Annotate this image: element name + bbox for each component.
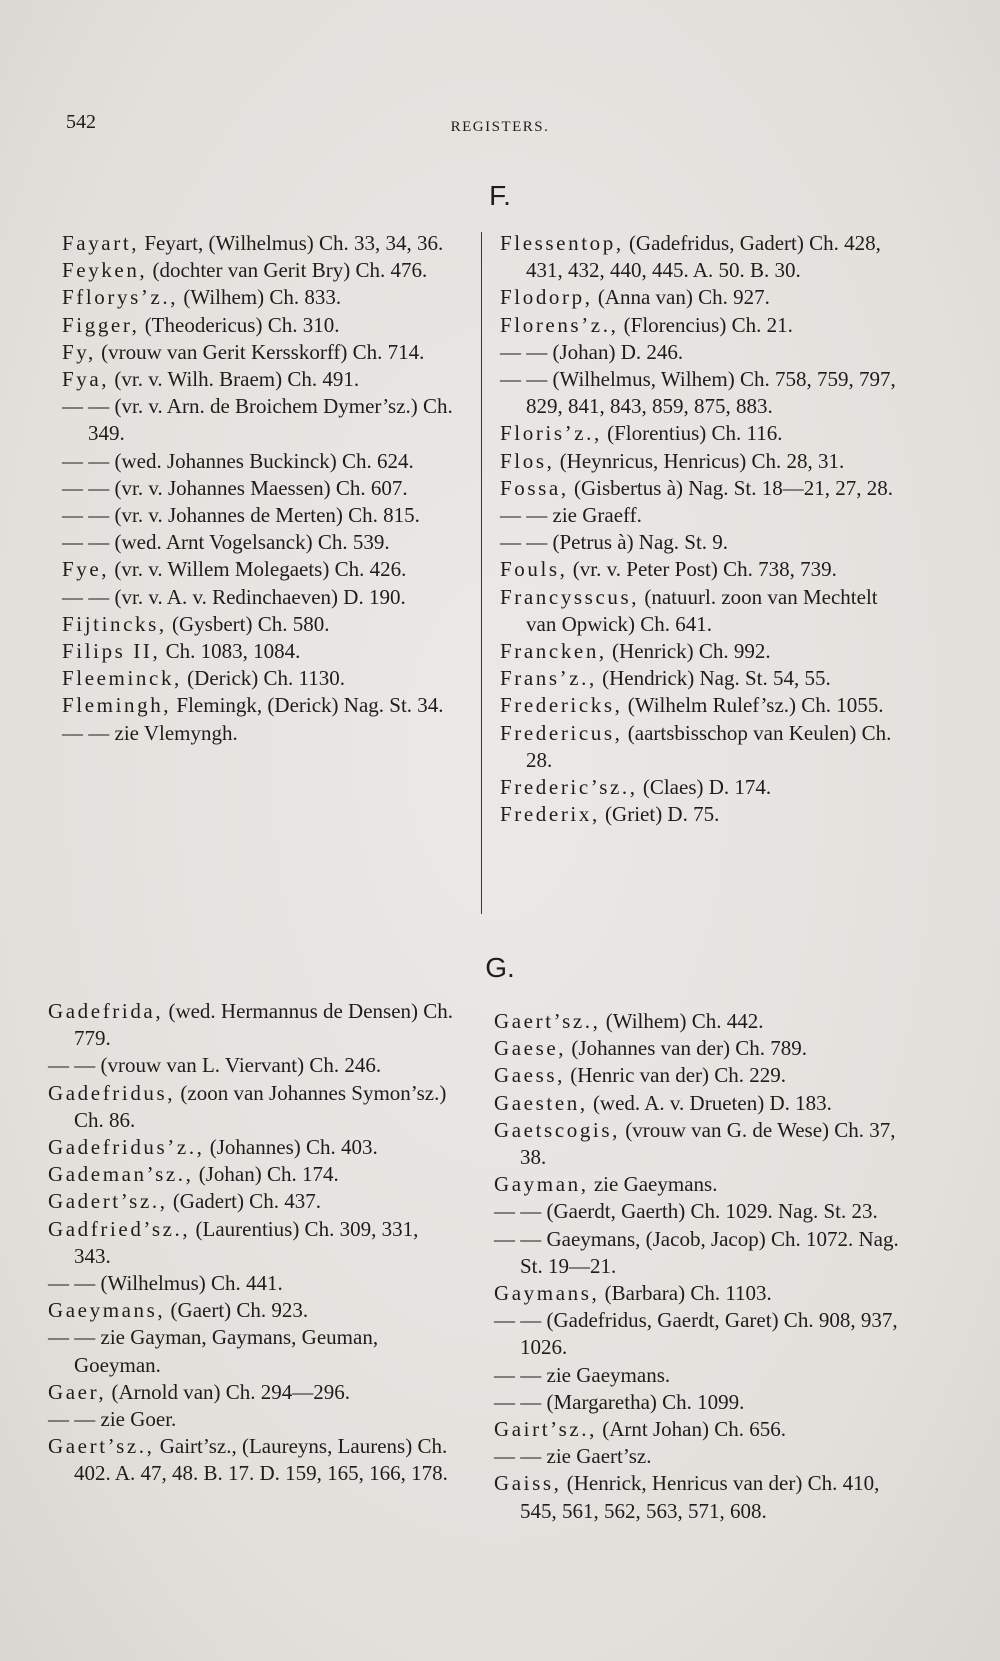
entry-headword: Flessentop,: [500, 231, 624, 255]
index-entry: [48, 1297, 458, 1324]
entry-headword: Fflorys’z.,: [62, 285, 179, 310]
index-entry: [494, 1389, 914, 1416]
entry-references: (Claes) D. 174.: [637, 775, 772, 800]
entry-headword: Feyken,: [62, 258, 148, 283]
entry-references: (vrouw van G. de Wese) Ch. 37, 38.: [520, 1117, 896, 1170]
entry-headword: Gairt’sz.,: [494, 1417, 597, 1442]
entry-headword: Fredericks,: [500, 693, 623, 718]
entry-headword: Frederic’sz.,: [500, 775, 638, 800]
entry-references: (Wilhelm Rulef’sz.) Ch. 1055.: [622, 693, 884, 718]
entry-references: (natuurl. zoon van Mechtelt van Opwick) Ch. 641.: [526, 584, 878, 636]
index-entry: [500, 366, 912, 420]
entry-headword: Gaymans,: [494, 1281, 600, 1306]
entry-references: — — zie Gayman, Gaymans, Geuman, Goeyman.: [48, 1325, 379, 1377]
entry-references: (vr. v. Wilh. Braem) Ch. 491.: [109, 367, 360, 392]
page-number: 542: [66, 111, 96, 133]
column-divider: [481, 232, 482, 914]
entry-headword: Florens’z.,: [500, 312, 619, 337]
index-entry: [62, 366, 462, 393]
index-entry: [500, 638, 912, 665]
index-column-g-right: [494, 1008, 914, 1525]
entry-references: (Johannes van der) Ch. 789.: [566, 1036, 808, 1061]
index-column-f-left: [62, 230, 462, 747]
entry-references: — — (Wilhelmus, Wilhem) Ch. 758, 759, 797, 829, 841, 843, 859, 875, 883.: [500, 367, 896, 419]
index-entry: [494, 1226, 914, 1280]
running-header: REGISTERS.: [450, 119, 550, 135]
entry-headword: Fye,: [62, 557, 110, 582]
entry-headword: Frederix,: [500, 802, 600, 827]
entry-references: (Johannes) Ch. 403.: [204, 1135, 378, 1160]
entry-references: (Heynricus, Henricus) Ch. 28, 31.: [554, 448, 845, 473]
index-entry: [494, 1416, 914, 1443]
entry-headword: Gaiss,: [494, 1471, 562, 1496]
index-entry: [494, 1008, 914, 1035]
entry-references: (vr. v. Peter Post) Ch. 738, 739.: [567, 557, 837, 582]
entry-references: Feyart, (Wilhelmus) Ch. 33, 34, 36.: [139, 231, 444, 255]
index-entry: [62, 230, 462, 257]
index-entry: [500, 502, 912, 529]
entry-references: (wed. Hermannus de Densen) Ch. 779.: [74, 999, 454, 1051]
entry-references: — — (vr. v. Johannes Maessen) Ch. 607.: [62, 475, 408, 500]
index-entry: [494, 1198, 914, 1225]
index-entry: [500, 230, 912, 284]
entry-headword: Figger,: [62, 312, 140, 337]
entry-references: (Johan) Ch. 174.: [193, 1162, 339, 1187]
entry-headword: Flemingh,: [62, 693, 172, 718]
entry-references: zie Gaeymans.: [588, 1172, 718, 1197]
entry-headword: Flodorp,: [500, 285, 593, 310]
entry-headword: Fleeminck,: [62, 666, 182, 691]
index-entry: [62, 475, 462, 502]
entry-references: — — (vr. v. A. v. Redinchaeven) D. 190.: [62, 584, 406, 609]
index-entry: [500, 529, 912, 556]
index-entry: [48, 1161, 458, 1188]
index-entry: [500, 448, 912, 475]
index-entry: [62, 393, 462, 447]
entry-headword: Gaesten,: [494, 1090, 588, 1115]
index-entry: [62, 312, 462, 339]
entry-references: — — zie Graeff.: [500, 503, 642, 528]
index-entry: [48, 1270, 458, 1297]
entry-references: (Arnt Johan) Ch. 656.: [596, 1417, 786, 1442]
index-entry: [62, 448, 462, 475]
index-entry: [500, 312, 912, 339]
entry-references: — — (Wilhelmus) Ch. 441.: [48, 1271, 283, 1296]
index-entry: [500, 420, 912, 447]
entry-headword: Gadefridus,: [48, 1080, 176, 1105]
entry-references: (dochter van Gerit Bry) Ch. 476.: [147, 258, 428, 283]
entry-references: (Griet) D. 75.: [599, 802, 720, 827]
index-entry: [494, 1035, 914, 1062]
entry-headword: Fredericus,: [500, 720, 623, 745]
entry-references: (Theodericus) Ch. 310.: [139, 312, 340, 337]
entry-references: (vr. v. Willem Molegaets) Ch. 426.: [109, 557, 407, 582]
entry-headword: Fouls,: [500, 557, 568, 582]
index-entry: [500, 284, 912, 311]
entry-headword: Filips II,: [62, 639, 161, 664]
entry-references: Gairt’sz., (Laureyns, Laurens) Ch. 402. A. 47, 48. B. 17. D. 159, 165, 166, 178.: [74, 1434, 448, 1486]
index-entry: [62, 529, 462, 556]
entry-references: (Hendrick) Nag. St. 54, 55.: [596, 666, 831, 691]
index-entry: [500, 584, 912, 638]
entry-references: — — zie Goer.: [48, 1407, 177, 1432]
entry-references: — — (vrouw van L. Viervant) Ch. 246.: [48, 1053, 382, 1078]
entry-headword: Francken,: [500, 639, 607, 664]
entry-headword: Fya,: [62, 367, 110, 392]
entry-references: — — (Margaretha) Ch. 1099.: [494, 1389, 745, 1414]
entry-headword: Gaese,: [494, 1036, 567, 1061]
index-entry: [48, 1406, 458, 1433]
index-entry: [62, 584, 462, 611]
entry-headword: Gaess,: [494, 1063, 566, 1088]
entry-headword: Fossa,: [500, 475, 569, 500]
index-entry: [494, 1062, 914, 1089]
index-entry: [62, 556, 462, 583]
index-entry: [62, 692, 462, 719]
entry-references: (zoon van Johannes Symon’sz.) Ch. 86.: [74, 1080, 447, 1132]
index-entry: [62, 638, 462, 665]
entry-references: (Gadert) Ch. 437.: [167, 1189, 321, 1214]
index-entry: [48, 1052, 458, 1079]
index-entry: [48, 1216, 458, 1270]
entry-headword: Frans’z.,: [500, 666, 597, 691]
entry-references: (Henrick) Ch. 992.: [606, 639, 771, 664]
index-entry: [48, 1324, 458, 1378]
entry-references: (wed. A. v. Drueten) D. 183.: [587, 1090, 832, 1115]
index-entry: [500, 556, 912, 583]
index-entry: [62, 339, 462, 366]
index-entry: [500, 720, 912, 774]
index-entry: [494, 1280, 914, 1307]
entry-references: — — zie Gaert’sz.: [494, 1444, 652, 1469]
index-entry: [48, 1134, 458, 1161]
index-entry: [62, 502, 462, 529]
index-entry: [62, 665, 462, 692]
entry-references: (Henrick, Henricus van der) Ch. 410, 545, 561, 562, 563, 571, 608.: [520, 1471, 880, 1523]
index-column-g-left: [48, 998, 458, 1488]
index-entry: [62, 257, 462, 284]
entry-references: Ch. 1083, 1084.: [160, 639, 301, 664]
entry-headword: Gadefridus’z.,: [48, 1135, 205, 1160]
index-entry: [62, 284, 462, 311]
index-entry: [500, 665, 912, 692]
entry-headword: Gaert’sz.,: [494, 1009, 601, 1033]
index-entry: [494, 1090, 914, 1117]
entry-references: — — (Petrus à) Nag. St. 9.: [500, 530, 729, 555]
section-letter-f: F.: [489, 180, 511, 211]
entry-references: (Wilhem) Ch. 442.: [600, 1009, 764, 1033]
entry-references: — — (vr. v. Arn. de Broichem Dymer’sz.) Ch. 349.: [62, 394, 453, 446]
entry-headword: Fijtincks,: [62, 611, 167, 636]
entry-references: (Laurentius) Ch. 309, 331, 343.: [74, 1216, 419, 1268]
entry-references: (Gisbertus à) Nag. St. 18—21, 27, 28.: [568, 475, 894, 500]
entry-references: Flemingk, (Derick) Nag. St. 34.: [171, 693, 444, 718]
entry-references: — — zie Gaeymans.: [494, 1362, 671, 1387]
entry-headword: Gaert’sz.,: [48, 1434, 155, 1459]
index-entry: [48, 1080, 458, 1134]
index-entry: [48, 1433, 458, 1487]
index-entry: [500, 774, 912, 801]
entry-references: (Florencius) Ch. 21.: [618, 312, 793, 337]
entry-references: (Gysbert) Ch. 580.: [166, 611, 330, 636]
entry-references: (Florentius) Ch. 116.: [601, 421, 783, 446]
entry-references: (Wilhem) Ch. 833.: [178, 285, 342, 310]
index-entry: [494, 1307, 914, 1361]
entry-references: — — zie Vlemyngh.: [62, 720, 238, 745]
index-entry: [494, 1117, 914, 1171]
section-letter-g: G.: [485, 952, 515, 983]
entry-references: (Barbara) Ch. 1103.: [599, 1281, 772, 1306]
entry-headword: Fy,: [62, 339, 96, 364]
index-entry: [500, 339, 912, 366]
index-entry: [500, 692, 912, 719]
index-entry: [494, 1362, 914, 1389]
index-entry: [62, 611, 462, 638]
entry-headword: Gadert’sz.,: [48, 1189, 168, 1214]
entry-references: — — Gaeymans, (Jacob, Jacop) Ch. 1072. Nag. St. 19—21.: [494, 1226, 899, 1278]
entry-references: — — (wed. Johannes Buckinck) Ch. 624.: [62, 448, 414, 473]
index-entry: [494, 1470, 914, 1524]
entry-headword: Floris’z.,: [500, 421, 602, 446]
entry-references: — — (Gadefridus, Gaerdt, Garet) Ch. 908, 937, 1026.: [494, 1308, 898, 1360]
entry-references: — — (vr. v. Johannes de Merten) Ch. 815.: [62, 503, 420, 528]
index-entry: [494, 1443, 914, 1470]
index-entry: [500, 475, 912, 502]
entry-headword: Francysscus,: [500, 584, 640, 609]
entry-headword: Gademan’sz.,: [48, 1162, 194, 1187]
entry-headword: Gadfried’sz.,: [48, 1216, 191, 1241]
index-entry: [48, 998, 458, 1052]
entry-references: (Anna van) Ch. 927.: [592, 285, 770, 310]
entry-references: (Gadefridus, Gadert) Ch. 428, 431, 432, 440, 445. A. 50. B. 30.: [526, 231, 881, 283]
index-entry: [48, 1379, 458, 1406]
index-column-f-right: [500, 230, 912, 828]
entry-headword: Gaetscogis,: [494, 1117, 620, 1142]
entry-headword: Gayman,: [494, 1172, 589, 1197]
entry-references: — — (wed. Arnt Vogelsanck) Ch. 539.: [62, 530, 390, 555]
index-entry: [494, 1171, 914, 1198]
entry-references: — — (Gaerdt, Gaerth) Ch. 1029. Nag. St. 23.: [494, 1199, 878, 1224]
entry-references: (Gaert) Ch. 923.: [165, 1298, 309, 1323]
entry-headword: Gaeymans,: [48, 1298, 166, 1323]
entry-headword: Flos,: [500, 448, 555, 473]
index-entry: [62, 720, 462, 747]
entry-headword: Gadefrida,: [48, 999, 164, 1023]
entry-references: (vrouw van Gerit Kersskorff) Ch. 714.: [95, 339, 425, 364]
entry-references: (aartsbisschop van Keulen) Ch. 28.: [526, 720, 892, 772]
entry-references: (Derick) Ch. 1130.: [181, 666, 346, 691]
index-entry: [500, 801, 912, 828]
entry-references: (Arnold van) Ch. 294—296.: [106, 1379, 351, 1404]
entry-references: (Henric van der) Ch. 229.: [565, 1063, 787, 1088]
entry-headword: Gaer,: [48, 1379, 107, 1404]
entry-headword: Fayart,: [62, 231, 140, 255]
index-entry: [48, 1188, 458, 1215]
entry-references: — — (Johan) D. 246.: [500, 339, 684, 364]
